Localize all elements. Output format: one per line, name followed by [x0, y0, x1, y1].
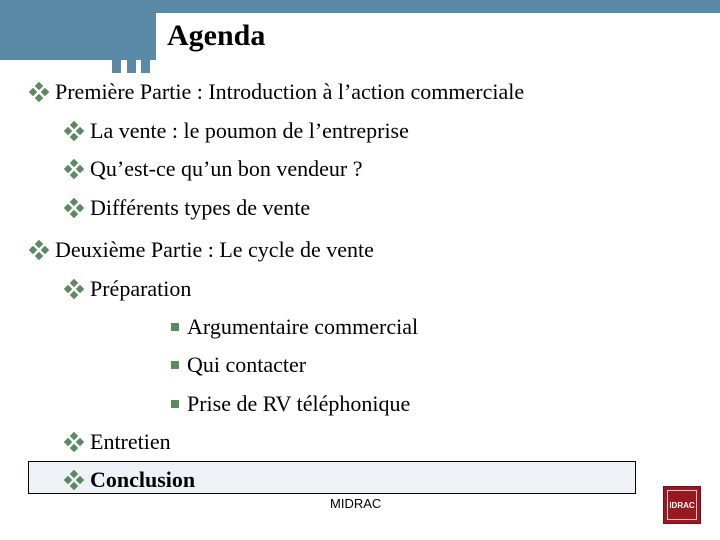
four-diamond-bullet-icon: [30, 83, 48, 101]
agenda-item-label: Qui contacter: [187, 352, 307, 377]
agenda-item-label: Préparation: [90, 276, 192, 301]
agenda-subitem: [65, 275, 191, 303]
four-diamond-bullet-icon: [65, 433, 83, 451]
header-square-3: [141, 60, 150, 73]
idrac-logo: [663, 486, 701, 524]
header-square-2: [127, 60, 136, 73]
agenda-subitem: [65, 428, 171, 456]
logo-frame: [667, 490, 697, 520]
agenda-item-label: Deuxième Partie : Le cycle de vente: [55, 237, 374, 262]
four-diamond-bullet-icon: [30, 241, 48, 259]
footer-text: MIDRAC: [330, 496, 382, 511]
agenda-subitem: [65, 155, 362, 183]
agenda-item-label: Conclusion: [90, 467, 196, 492]
agenda-item-label: Première Partie : Introduction à l’action commerciale: [55, 79, 525, 104]
agenda-subitem-conclusion: [65, 466, 195, 494]
four-diamond-bullet-icon: [65, 280, 83, 298]
agenda-subsubitem: [171, 390, 410, 418]
agenda-item-part-2: [30, 236, 374, 264]
agenda-item-label: Prise de RV téléphonique: [187, 391, 411, 416]
agenda-subsubitem: [171, 351, 306, 379]
four-diamond-bullet-icon: [65, 160, 83, 178]
agenda-item-label: Entretien: [90, 429, 171, 454]
square-bullet-icon: [171, 323, 179, 331]
four-diamond-bullet-icon: [65, 199, 83, 217]
agenda-item-label: Qu’est-ce qu’un bon vendeur ?: [90, 156, 363, 181]
header-square-1: [112, 60, 121, 73]
header-bar: [0, 0, 720, 13]
square-bullet-icon: [171, 400, 179, 408]
four-diamond-bullet-icon: [65, 122, 83, 140]
four-diamond-bullet-icon: [65, 471, 83, 489]
agenda-subitem: [65, 194, 310, 222]
agenda-subsubitem: [171, 313, 418, 341]
square-bullet-icon: [171, 361, 179, 369]
logo-text: IDRAC: [669, 500, 695, 510]
agenda-item-part-1: [30, 78, 524, 106]
agenda-item-label: Argumentaire commercial: [187, 314, 419, 339]
agenda-item-label: Différents types de vente: [90, 195, 311, 220]
agenda-item-label: La vente : le poumon de l’entreprise: [90, 118, 409, 143]
header-left-block: [0, 13, 156, 60]
agenda-subitem: [65, 117, 409, 145]
slide-title: Agenda: [167, 19, 266, 52]
